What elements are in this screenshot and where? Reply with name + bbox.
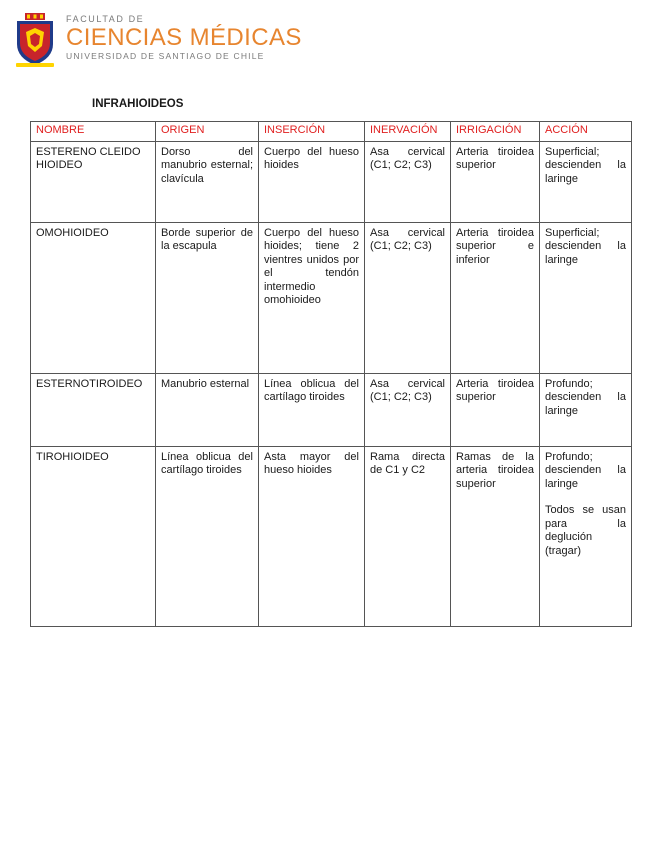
header-origen: ORIGEN [156, 122, 259, 142]
cell-inervacion: Asa cervical (C1; C2; C3) [365, 141, 451, 222]
cell-nombre: ESTERNOTIROIDEO [31, 373, 156, 446]
cell-inervacion: Rama directa de C1 y C2 [365, 446, 451, 626]
table-header-row [31, 122, 632, 142]
cell-origen: Manubrio esternal [156, 373, 259, 446]
cell-inervacion: Asa cervical (C1; C2; C3) [365, 373, 451, 446]
cell-insercion: Cuerpo del hueso hioides [259, 141, 365, 222]
header-nombre: NOMBRE [31, 122, 156, 142]
cell-accion: Profundo; descienden la laringe [540, 373, 632, 446]
swallowing-note: Todos se usan para la deglución (tragar) [545, 504, 626, 557]
page-title: INFRAHIOIDEOS [92, 98, 184, 110]
header-accion: ACCIÓN [540, 122, 632, 142]
cell-nombre: OMOHIOIDEO [31, 222, 156, 373]
header-irrigacion: IRRIGACIÓN [451, 122, 540, 142]
cell-irrigacion: Arteria tiroidea superior [451, 141, 540, 222]
university-shield-logo [12, 12, 58, 68]
cell-origen: Dorso del manubrio esternal; clavícula [156, 141, 259, 222]
cell-insercion: Asta mayor del hueso hioides [259, 446, 365, 626]
cell-accion-with-note [540, 446, 632, 626]
cell-accion: Superficial; descienden la laringe [540, 222, 632, 373]
cell-origen: Borde superior de la escapula [156, 222, 259, 373]
cell-accion: Superficial; descienden la laringe [540, 141, 632, 222]
page-header [12, 12, 312, 70]
cell-insercion: Cuerpo del hueso hioides; tiene 2 vientres unidos por el tendón intermedio omohioideo [259, 222, 365, 373]
table-row [31, 373, 632, 446]
cell-irrigacion: Ramas de la arteria tiroidea superior [451, 446, 540, 626]
table-row [31, 141, 632, 222]
university-name: UNIVERSIDAD DE SANTIAGO DE CHILE [66, 51, 265, 61]
cell-accion: Profundo; descienden la laringe [545, 450, 626, 490]
cell-irrigacion: Arteria tiroidea superior e inferior [451, 222, 540, 373]
cell-nombre: ESTERENO CLEIDO HIOIDEO [31, 141, 156, 222]
table-row [31, 446, 632, 626]
cell-insercion: Línea oblicua del cartílago tiroides [259, 373, 365, 446]
muscles-table [30, 121, 632, 627]
cell-inervacion: Asa cervical (C1; C2; C3) [365, 222, 451, 373]
school-name: CIENCIAS MÉDICAS [66, 24, 302, 51]
table-row [31, 222, 632, 373]
cell-origen: Línea oblicua del cartílago tiroides [156, 446, 259, 626]
cell-irrigacion: Arteria tiroidea superior [451, 373, 540, 446]
cell-nombre: TIROHIOIDEO [31, 446, 156, 626]
header-insercion: INSERCIÓN [259, 122, 365, 142]
faculty-label: FACULTAD DE [66, 14, 145, 24]
header-inervacion: INERVACIÓN [365, 122, 451, 142]
